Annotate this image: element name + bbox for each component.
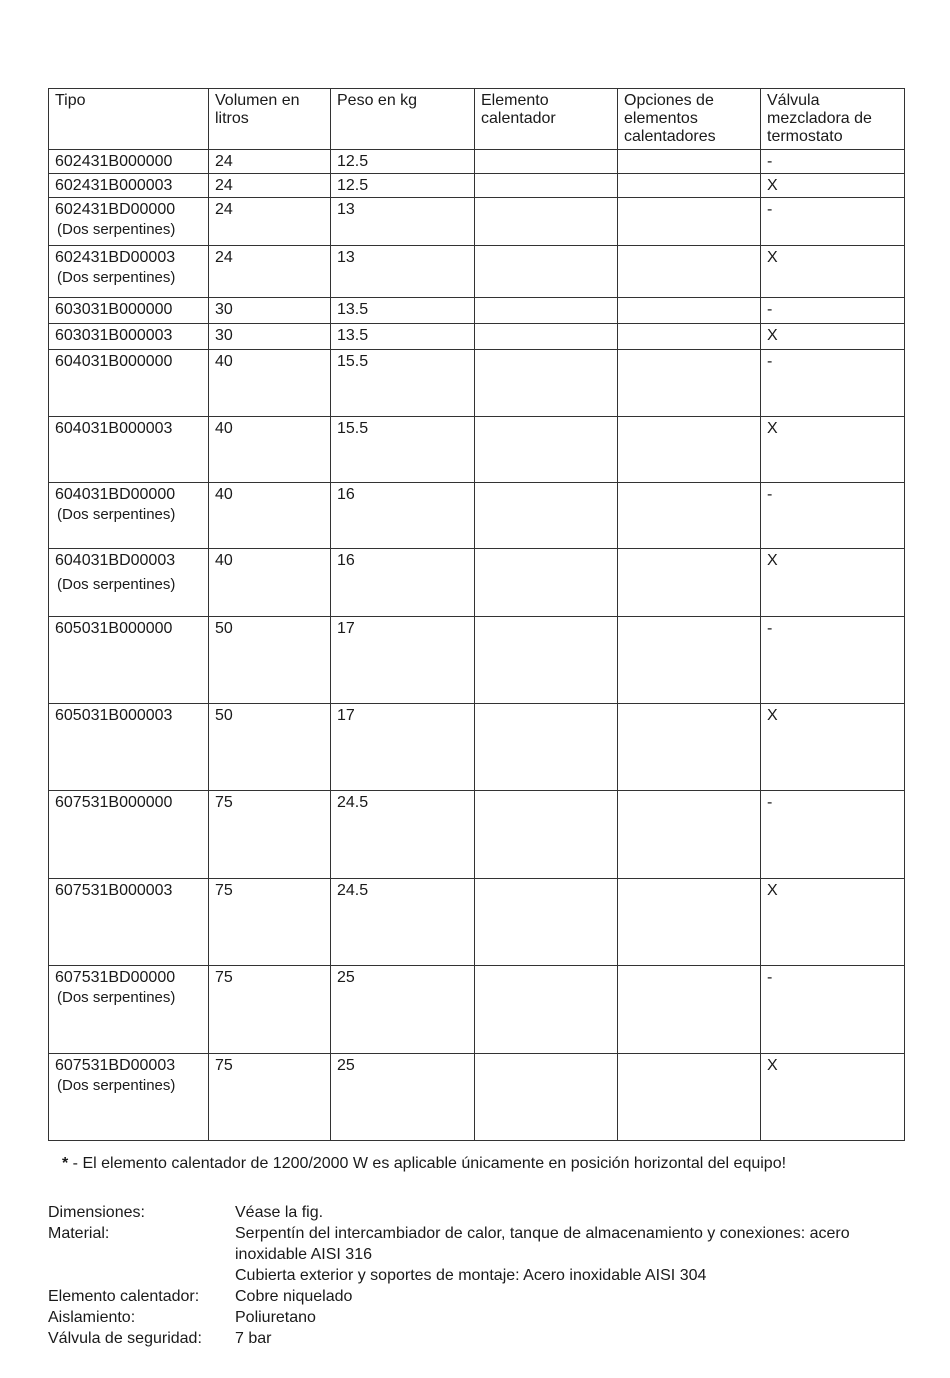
- cell-tipo: [49, 617, 209, 704]
- cell-tipo: [49, 1054, 209, 1141]
- cell-valvula: -: [761, 298, 905, 324]
- cell-elemento: [475, 350, 618, 417]
- cell-volumen: 40: [209, 549, 331, 617]
- cell-peso: 13.5: [331, 298, 475, 324]
- cell-valvula: -: [761, 150, 905, 174]
- cell-tipo: [49, 417, 209, 483]
- spec-label: Aislamiento:: [48, 1309, 136, 1326]
- cell-elemento: [475, 198, 618, 246]
- cell-tipo: [49, 966, 209, 1054]
- cell-elemento: [475, 1054, 618, 1141]
- cell-tipo: [49, 791, 209, 879]
- cell-peso: 15.5: [331, 417, 475, 483]
- cell-opciones: [618, 198, 761, 246]
- spec-line: Véase la fig.: [235, 1204, 324, 1221]
- cell-elemento: [475, 483, 618, 549]
- cell-opciones: [618, 879, 761, 966]
- spec-row-material: [48, 1223, 908, 1286]
- cell-valvula: X: [761, 324, 905, 350]
- cell-elemento: [475, 324, 618, 350]
- cell-tipo: [49, 198, 209, 246]
- cell-opciones: [618, 704, 761, 791]
- cell-elemento: [475, 549, 618, 617]
- cell-peso: 13: [331, 198, 475, 246]
- cell-opciones: [618, 350, 761, 417]
- spec-value: [235, 1286, 908, 1307]
- cell-elemento: [475, 417, 618, 483]
- spec-value: [235, 1307, 908, 1328]
- table-row: [49, 150, 905, 174]
- cell-peso: 17: [331, 617, 475, 704]
- cell-volumen: 24: [209, 246, 331, 298]
- header-elemento: Elemento calentador: [475, 89, 618, 150]
- cell-valvula: X: [761, 246, 905, 298]
- cell-peso: 16: [331, 549, 475, 617]
- cell-volumen: 50: [209, 704, 331, 791]
- cell-volumen: 24: [209, 150, 331, 174]
- table-row: [49, 174, 905, 198]
- cell-elemento: [475, 704, 618, 791]
- spec-line: Serpentín del intercambiador de calor, tanque de almacenamiento y conexiones: acero inoxidable AISI 316: [235, 1225, 850, 1263]
- cell-opciones: [618, 150, 761, 174]
- table-row: [49, 704, 905, 791]
- cell-valvula: -: [761, 966, 905, 1054]
- cell-peso: 17: [331, 704, 475, 791]
- spec-label: Dimensiones:: [48, 1204, 145, 1221]
- cell-opciones: [618, 966, 761, 1054]
- header-volumen: Volumen en litros: [209, 89, 331, 150]
- table-row: [49, 198, 905, 246]
- cell-elemento: [475, 298, 618, 324]
- spec-list: [48, 1202, 908, 1349]
- tipo-code: 604031B000000: [55, 353, 173, 370]
- cell-elemento: [475, 879, 618, 966]
- cell-opciones: [618, 246, 761, 298]
- cell-tipo: [49, 324, 209, 350]
- cell-elemento: [475, 150, 618, 174]
- table-row: [49, 246, 905, 298]
- spec-row-elemento: [48, 1286, 908, 1307]
- tipo-code: 602431B000000: [55, 153, 173, 170]
- cell-peso: 24.5: [331, 879, 475, 966]
- tipo-sub: (Dos serpentines): [57, 269, 176, 286]
- spec-table: [48, 88, 905, 1141]
- spec-row-aislamiento: [48, 1307, 908, 1328]
- cell-opciones: [618, 791, 761, 879]
- cell-opciones: [618, 1054, 761, 1141]
- cell-volumen: 75: [209, 1054, 331, 1141]
- cell-valvula: -: [761, 791, 905, 879]
- cell-valvula: -: [761, 350, 905, 417]
- tipo-code: 607531BD00000: [55, 969, 176, 986]
- cell-peso: 24.5: [331, 791, 475, 879]
- cell-opciones: [618, 298, 761, 324]
- cell-peso: 12.5: [331, 150, 475, 174]
- cell-opciones: [618, 549, 761, 617]
- cell-volumen: 50: [209, 617, 331, 704]
- tipo-sub: (Dos serpentines): [57, 989, 176, 1006]
- cell-volumen: 24: [209, 198, 331, 246]
- cell-tipo: [49, 298, 209, 324]
- cell-peso: 16: [331, 483, 475, 549]
- cell-tipo: [49, 150, 209, 174]
- cell-volumen: 24: [209, 174, 331, 198]
- cell-opciones: [618, 483, 761, 549]
- cell-elemento: [475, 174, 618, 198]
- cell-elemento: [475, 617, 618, 704]
- tipo-sub: (Dos serpentines): [57, 1077, 176, 1094]
- table-row: [49, 791, 905, 879]
- cell-opciones: [618, 324, 761, 350]
- tipo-code: 605031B000000: [55, 620, 173, 637]
- tipo-code: 604031BD00003: [55, 552, 176, 569]
- cell-peso: 25: [331, 966, 475, 1054]
- header-opciones: Opciones de elementos calentadores: [618, 89, 761, 150]
- cell-opciones: [618, 417, 761, 483]
- cell-volumen: 75: [209, 966, 331, 1054]
- cell-volumen: 75: [209, 879, 331, 966]
- table-row: [49, 324, 905, 350]
- cell-valvula: -: [761, 483, 905, 549]
- tipo-sub: (Dos serpentines): [57, 221, 176, 238]
- tipo-code: 604031B000003: [55, 420, 173, 437]
- tipo-code: 603031B000003: [55, 327, 173, 344]
- cell-valvula: -: [761, 198, 905, 246]
- tipo-code: 607531B000000: [55, 794, 173, 811]
- cell-opciones: [618, 617, 761, 704]
- table-row: [49, 966, 905, 1054]
- cell-volumen: 40: [209, 417, 331, 483]
- cell-tipo: [49, 246, 209, 298]
- spec-line: Poliuretano: [235, 1309, 316, 1326]
- cell-valvula: X: [761, 549, 905, 617]
- tipo-code: 607531BD00003: [55, 1057, 176, 1074]
- header-tipo: Tipo: [49, 89, 209, 150]
- header-valvula: Válvula mezcladora de termostato: [761, 89, 905, 150]
- cell-volumen: 40: [209, 483, 331, 549]
- cell-peso: 25: [331, 1054, 475, 1141]
- tipo-code: 602431BD00003: [55, 249, 176, 266]
- footnote: [62, 1154, 786, 1174]
- cell-tipo: [49, 704, 209, 791]
- tipo-code: 603031B000000: [55, 301, 173, 318]
- cell-valvula: X: [761, 417, 905, 483]
- cell-valvula: X: [761, 704, 905, 791]
- spec-line: Cubierta exterior y soportes de montaje: Acero inoxidable AISI 304: [235, 1267, 707, 1284]
- tipo-code: 604031BD00000: [55, 486, 176, 503]
- table-row: [49, 298, 905, 324]
- table-row: [49, 549, 905, 617]
- table-header-row: [49, 89, 905, 150]
- table-row: [49, 879, 905, 966]
- cell-valvula: X: [761, 879, 905, 966]
- tipo-code: 602431B000003: [55, 177, 173, 194]
- cell-valvula: X: [761, 1054, 905, 1141]
- header-peso: Peso en kg: [331, 89, 475, 150]
- cell-tipo: [49, 350, 209, 417]
- spec-line: 7 bar: [235, 1330, 272, 1347]
- cell-tipo: [49, 879, 209, 966]
- table-row: [49, 417, 905, 483]
- spec-row-dimensiones: [48, 1202, 908, 1223]
- spec-value: [235, 1223, 908, 1286]
- cell-tipo: [49, 483, 209, 549]
- cell-volumen: 75: [209, 791, 331, 879]
- table-row: [49, 1054, 905, 1141]
- spec-row-valvula: [48, 1328, 908, 1349]
- cell-valvula: -: [761, 617, 905, 704]
- cell-volumen: 30: [209, 324, 331, 350]
- footnote-marker: *: [62, 1155, 69, 1172]
- cell-peso: 13.5: [331, 324, 475, 350]
- footnote-text: - El elemento calentador de 1200/2000 W es aplicable únicamente en posición horizontal del equipo!: [68, 1155, 787, 1172]
- cell-tipo: [49, 549, 209, 617]
- spec-label: Material:: [48, 1225, 110, 1242]
- cell-volumen: 30: [209, 298, 331, 324]
- tipo-code: 607531B000003: [55, 882, 173, 899]
- cell-valvula: X: [761, 174, 905, 198]
- tipo-sub: (Dos serpentines): [57, 506, 176, 523]
- cell-elemento: [475, 791, 618, 879]
- spec-value: [235, 1202, 908, 1223]
- tipo-code: 602431BD00000: [55, 201, 176, 218]
- cell-peso: 15.5: [331, 350, 475, 417]
- spec-label: Válvula de seguridad:: [48, 1330, 202, 1347]
- tipo-sub: (Dos serpentines): [57, 576, 176, 593]
- spec-label: Elemento calentador:: [48, 1288, 200, 1305]
- table-row: [49, 483, 905, 549]
- table-row: [49, 617, 905, 704]
- cell-peso: 12.5: [331, 174, 475, 198]
- spec-line: Cobre niquelado: [235, 1288, 353, 1305]
- table-row: [49, 350, 905, 417]
- cell-elemento: [475, 966, 618, 1054]
- cell-elemento: [475, 246, 618, 298]
- cell-tipo: [49, 174, 209, 198]
- cell-opciones: [618, 174, 761, 198]
- spec-value: [235, 1328, 908, 1349]
- cell-volumen: 40: [209, 350, 331, 417]
- tipo-code: 605031B000003: [55, 707, 173, 724]
- cell-peso: 13: [331, 246, 475, 298]
